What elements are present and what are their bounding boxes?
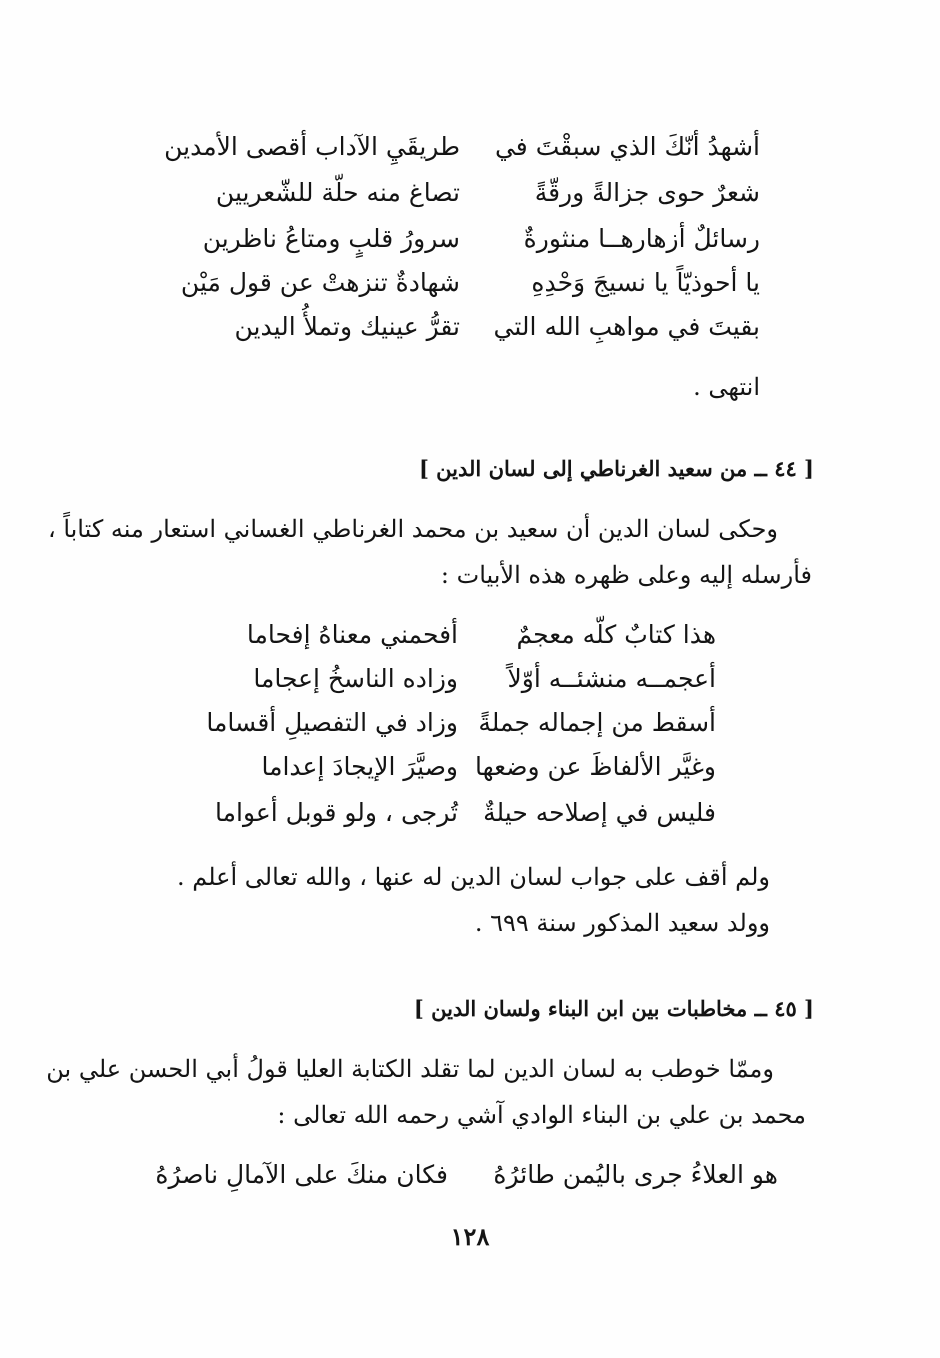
poem-verse bbox=[164, 132, 760, 162]
poem-verse bbox=[208, 664, 716, 694]
verse-second-hemistich: سرورُ قلبٍ ومتاعُ ناظرين bbox=[202, 224, 460, 253]
verse-second-hemistich: وصيَّرَ الإيجادَ إعداما bbox=[261, 752, 458, 781]
verse-second-hemistich: طريقَيِ الآداب أقصى الأمدين bbox=[164, 132, 460, 161]
verse-first-hemistich: يا أحوذيّاً يا نسيجَ وَحْدِهِ bbox=[531, 268, 760, 297]
verse-second-hemistich: فكان منكَ على الآمالِ ناصرُهُ bbox=[155, 1160, 448, 1189]
paragraph-line: ولم أقف على جواب لسان الدين له عنها ، والله تعالى أعلم . bbox=[176, 863, 770, 891]
poem-verse bbox=[208, 752, 716, 782]
verse-first-hemistich: رسائلٌ أزهارهــا منثورةٌ bbox=[523, 224, 760, 253]
poem-verse bbox=[208, 708, 716, 738]
verse-first-hemistich: أسقط من إجماله جملةً bbox=[478, 708, 716, 737]
verse-second-hemistich: تُرجى ، ولو قوبل أعواما bbox=[215, 798, 458, 827]
verse-first-hemistich: بقيتَ في مواهبِ الله التي bbox=[493, 312, 760, 341]
page-number: ١٢٨ bbox=[450, 1222, 490, 1251]
verse-first-hemistich: فليس في إصلاحه حيلةٌ bbox=[483, 798, 716, 827]
paragraph-line: وولد سعيد المذكور سنة ٦٩٩ . bbox=[474, 909, 770, 937]
verse-second-hemistich: شهادةٌ تنزهتْ عن قول مَيْن bbox=[180, 268, 460, 297]
paragraph-line: محمد بن علي بن البناء الوادي آشي رحمه الله تعالى : bbox=[277, 1101, 806, 1129]
poem-verse bbox=[168, 312, 760, 342]
verse-second-hemistich: وزاد في التفصيلِ أقساما bbox=[206, 708, 458, 737]
poem-verse bbox=[168, 268, 760, 298]
poem-verse bbox=[208, 620, 716, 650]
verse-first-hemistich: أشهدُ أنّكَ الذي سبقْتَ في bbox=[494, 132, 760, 161]
section-heading: [ ٤٥ ــ مخاطبات بين ابن البناء ولسان الدين ] bbox=[413, 996, 814, 1021]
verse-first-hemistich: شعرٌ حوى جزالةً ورقّةً bbox=[534, 178, 760, 207]
poem-verse bbox=[168, 178, 760, 208]
verse-second-hemistich: تصاغ منه حلّة للشّعريين bbox=[215, 178, 460, 207]
poem-verse bbox=[208, 798, 716, 828]
verse-first-hemistich: وغيَّر الألفاظَ عن وضعها bbox=[475, 752, 716, 781]
verse-first-hemistich: أعجمــه منشئــه أوّلاً bbox=[507, 664, 716, 693]
verse-first-hemistich: هذا كتابٌ كلّه معجمٌ bbox=[516, 620, 716, 649]
section-heading: [ ٤٤ ــ من سعيد الغرناطي إلى لسان الدين ] bbox=[418, 456, 814, 481]
poem-verse bbox=[130, 1160, 778, 1190]
poem-end-note: انتهى . bbox=[693, 373, 760, 401]
verse-second-hemistich: تقرُّ عينيك وتملأُ اليدين bbox=[234, 312, 460, 341]
paragraph-line: فأرسله إليه وعلى ظهره هذه الأبيات : bbox=[440, 561, 812, 589]
paragraph-line: وحكى لسان الدين أن سعيد بن محمد الغرناطي الغساني استعار منه كتاباً ، bbox=[47, 515, 778, 543]
verse-second-hemistich: أفحمني معناهُ إفحاما bbox=[246, 620, 458, 649]
verse-second-hemistich: وزاده الناسخُ إعجاما bbox=[253, 664, 458, 693]
verse-first-hemistich: هو العلاءُ جرى باليُمن طائرُهُ bbox=[493, 1160, 778, 1189]
paragraph-line: وممّا خوطب به لسان الدين لما تقلد الكتابة العليا قولُ أبي الحسن علي بن bbox=[46, 1055, 774, 1083]
poem-verse bbox=[168, 224, 760, 254]
